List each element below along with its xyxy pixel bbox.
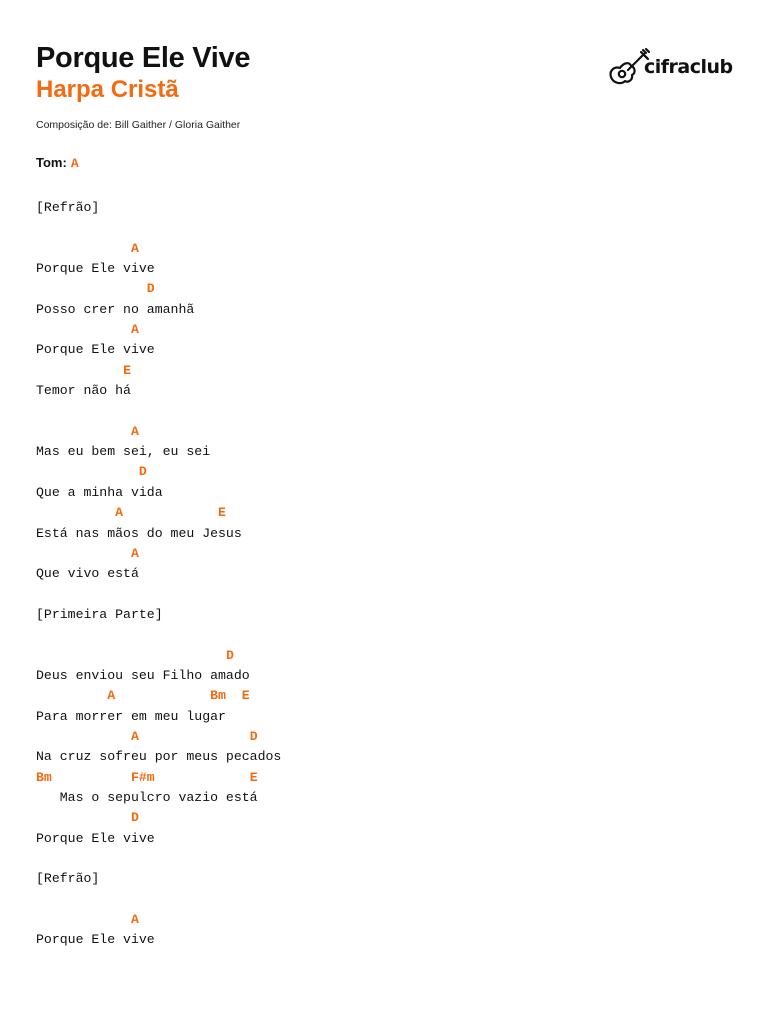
chord-line — [36, 768, 281, 788]
chord-line — [36, 727, 281, 747]
lyric-line: Está nas mãos do meu Jesus — [36, 525, 242, 541]
section-label: [Refrão] — [36, 871, 100, 887]
chord-line — [36, 279, 281, 299]
chord[interactable]: E — [218, 505, 226, 521]
chord[interactable]: A — [130, 322, 139, 338]
lyric-line: Que vivo está — [36, 566, 139, 582]
chord-line — [36, 910, 281, 930]
chord-line — [36, 239, 281, 259]
lyric-line: Posso crer no amanhã — [36, 301, 195, 317]
blank-line — [36, 849, 281, 869]
blank-line — [36, 401, 281, 421]
logo-wordmark: cifraclub — [644, 56, 733, 78]
chord[interactable]: E — [249, 769, 258, 785]
chord[interactable]: D — [249, 728, 258, 744]
chord[interactable]: A — [130, 545, 139, 561]
cifraclub-logo[interactable] — [606, 46, 733, 92]
lyric-line: Porque Ele vive — [36, 932, 155, 948]
chord-line — [36, 646, 281, 666]
composition-credit: Composição de: Bill Gaither / Gloria Gaither — [36, 119, 241, 131]
chord-line — [36, 686, 281, 706]
chord[interactable]: A — [130, 728, 139, 744]
artist-name[interactable]: Harpa Cristã — [36, 76, 179, 103]
blank-line — [36, 625, 281, 645]
lyric-line: Mas o sepulcro vazio está — [36, 789, 258, 805]
chord[interactable]: F#m — [130, 769, 155, 785]
chord-line — [36, 503, 281, 523]
lyric-line: Porque Ele vive — [36, 342, 155, 358]
chord[interactable]: Bm — [36, 769, 52, 785]
section-label: [Refrão] — [36, 200, 100, 215]
chord-line — [36, 544, 281, 564]
chord[interactable]: E — [123, 362, 131, 378]
blank-line — [36, 585, 281, 605]
chord[interactable]: A — [130, 912, 139, 928]
chord[interactable]: D — [146, 281, 155, 297]
lyric-line: Para morrer em meu lugar — [36, 708, 226, 724]
chord-line — [36, 361, 281, 381]
lyric-line: Porque Ele vive — [36, 830, 155, 846]
lyric-line: Que a minha vida — [36, 484, 163, 500]
lyric-line: Na cruz sofreu por meus pecados — [36, 749, 282, 765]
chord[interactable]: A — [130, 423, 139, 439]
blank-line — [36, 218, 281, 238]
blank-line — [36, 890, 281, 910]
key-value[interactable]: A — [70, 156, 79, 171]
chord-line — [36, 808, 281, 828]
chord[interactable]: D — [138, 464, 147, 480]
lyric-line: Porque Ele vive — [36, 261, 155, 277]
lyric-line: Temor não há — [36, 383, 131, 399]
key-info — [36, 154, 79, 173]
chord[interactable]: D — [225, 647, 234, 663]
chord-line — [36, 462, 281, 482]
chord[interactable]: A — [130, 240, 139, 256]
chord[interactable]: Bm — [210, 688, 226, 704]
song-sheet — [36, 198, 281, 951]
chord-line — [36, 320, 281, 340]
chord[interactable]: E — [241, 688, 250, 704]
chord[interactable]: A — [115, 505, 124, 521]
song-title: Porque Ele Vive — [36, 42, 251, 74]
section-label: [Primeira Parte] — [36, 606, 163, 622]
lyric-line: Deus enviou seu Filho amado — [36, 667, 250, 683]
chord[interactable]: A — [107, 688, 116, 704]
key-label: Tom: — [36, 155, 67, 170]
chord-line — [36, 422, 281, 442]
lyric-line: Mas eu bem sei, eu sei — [36, 444, 211, 460]
chord[interactable]: D — [130, 810, 139, 826]
